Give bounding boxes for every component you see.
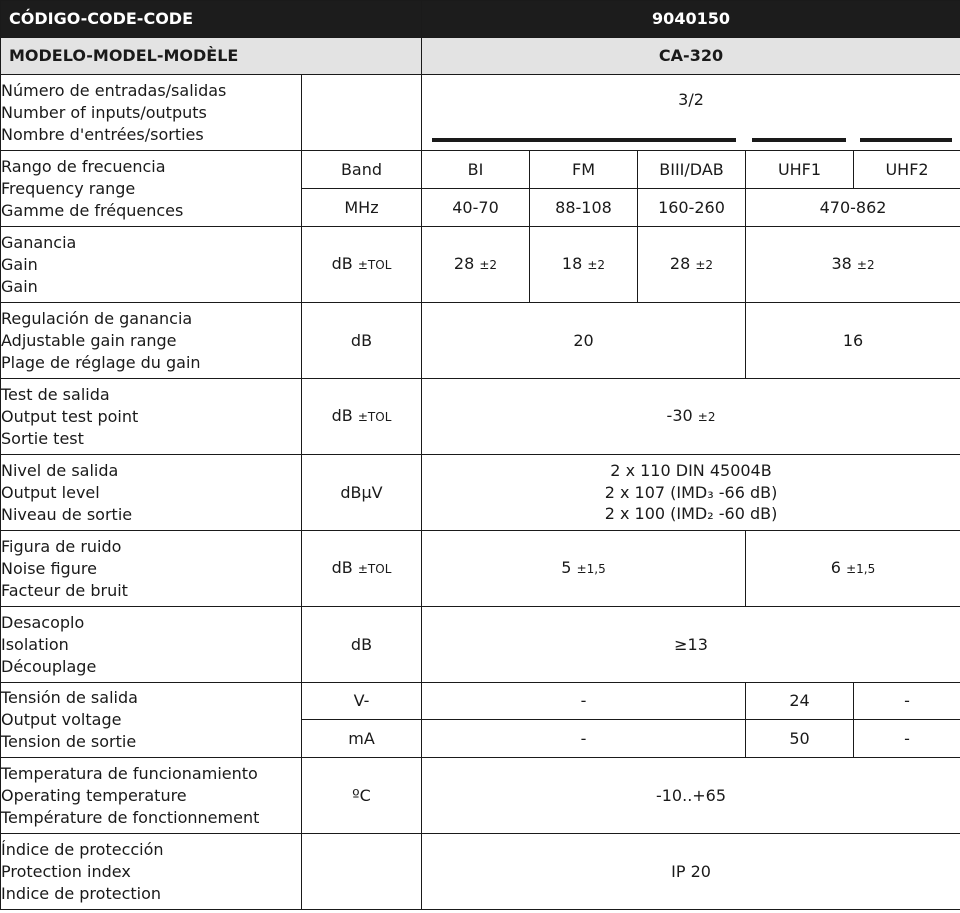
voltage-uhf1: 24 xyxy=(746,683,854,720)
gain-row xyxy=(1,227,960,303)
output-level-values: 2 x 110 DIN 45004B 2 x 107 (IMD₃ -66 dB) 2 x 100 (IMD₂ -60 dB) xyxy=(422,455,960,531)
isolation-label: Desacoplo Isolation Découplage xyxy=(1,607,302,683)
temperature-label: Temperatura de funcionamiento Operating temperature Température de fonctionnement xyxy=(1,758,302,834)
gain-label: Ganancia Gain Gain xyxy=(1,227,302,303)
code-value: 9040150 xyxy=(422,1,960,38)
code-label: CÓDIGO-CODE-CODE xyxy=(1,1,422,38)
test-point-label: Test de salida Output test point Sortie test xyxy=(1,379,302,455)
mhz-unit: MHz xyxy=(302,189,422,227)
gain-unit: dB ±TOL xyxy=(302,227,422,303)
temperature-unit: ºC xyxy=(302,758,422,834)
code-row xyxy=(1,1,960,38)
inputs-outputs-label: Número de entradas/salidas Number of inputs/outputs Nombre d'entrées/sorties xyxy=(1,75,302,151)
gain-range-unit: dB xyxy=(302,303,422,379)
gain-range-vhf: 20 xyxy=(422,303,746,379)
temperature-value: -10..+65 xyxy=(422,758,960,834)
band-biii-dab: BIII/DAB xyxy=(638,151,746,189)
test-point-row xyxy=(1,379,960,455)
band-uhf2: UHF2 xyxy=(854,151,960,189)
current-uhf2: - xyxy=(854,720,960,758)
band-uhf1: UHF1 xyxy=(746,151,854,189)
noise-unit: dB ±TOL xyxy=(302,531,422,607)
isolation-row xyxy=(1,607,960,683)
test-point-value: -30 ±2 xyxy=(422,379,960,455)
output-bar-1 xyxy=(752,138,846,142)
noise-vhf: 5 ±1,5 xyxy=(422,531,746,607)
temperature-row xyxy=(1,758,960,834)
output-bar-2 xyxy=(860,138,952,142)
noise-label: Figura de ruido Noise figure Facteur de bruit xyxy=(1,531,302,607)
voltage-uhf2: - xyxy=(854,683,960,720)
band-fm: FM xyxy=(530,151,638,189)
gain-uhf: 38 ±2 xyxy=(746,227,960,303)
band-unit: Band xyxy=(302,151,422,189)
output-level-row xyxy=(1,455,960,531)
test-point-unit: dB ±TOL xyxy=(302,379,422,455)
output-voltage-row xyxy=(1,683,960,720)
band-bi: BI xyxy=(422,151,530,189)
model-row xyxy=(1,38,960,75)
output-voltage-label: Tensión de salida Output voltage Tension de sortie xyxy=(1,683,302,758)
range-bi: 40-70 xyxy=(422,189,530,227)
inputs-outputs-value: 3/2 xyxy=(678,90,704,109)
frequency-band-row xyxy=(1,151,960,189)
inputs-outputs-unit xyxy=(302,75,422,151)
inputs-outputs-row xyxy=(1,75,960,151)
output-level-label: Nivel de salida Output level Niveau de sortie xyxy=(1,455,302,531)
range-uhf: 470-862 xyxy=(746,189,960,227)
range-biii: 160-260 xyxy=(638,189,746,227)
protection-row xyxy=(1,834,960,910)
output-level-unit: dBµV xyxy=(302,455,422,531)
protection-value: IP 20 xyxy=(422,834,960,910)
isolation-value: ≥13 xyxy=(422,607,960,683)
gain-range-label: Regulación de ganancia Adjustable gain range Plage de réglage du gain xyxy=(1,303,302,379)
protection-label: Índice de protección Protection index Indice de protection xyxy=(1,834,302,910)
voltage-unit: V- xyxy=(302,683,422,720)
frequency-label: Rango de frecuencia Frequency range Gamme de fréquences xyxy=(1,151,302,227)
noise-row xyxy=(1,531,960,607)
inputs-outputs-value-cell xyxy=(422,75,960,151)
voltage-vhf: - xyxy=(422,683,746,720)
current-vhf: - xyxy=(422,720,746,758)
range-fm: 88-108 xyxy=(530,189,638,227)
gain-range-row xyxy=(1,303,960,379)
gain-bi: 28 ±2 xyxy=(422,227,530,303)
gain-range-uhf: 16 xyxy=(746,303,960,379)
protection-unit xyxy=(302,834,422,910)
current-unit: mA xyxy=(302,720,422,758)
model-value: CA-320 xyxy=(422,38,960,75)
model-label: MODELO-MODEL-MODÈLE xyxy=(1,38,422,75)
noise-uhf: 6 ±1,5 xyxy=(746,531,960,607)
isolation-unit: dB xyxy=(302,607,422,683)
gain-biii: 28 ±2 xyxy=(638,227,746,303)
input-bar xyxy=(432,138,736,142)
gain-fm: 18 ±2 xyxy=(530,227,638,303)
current-uhf1: 50 xyxy=(746,720,854,758)
